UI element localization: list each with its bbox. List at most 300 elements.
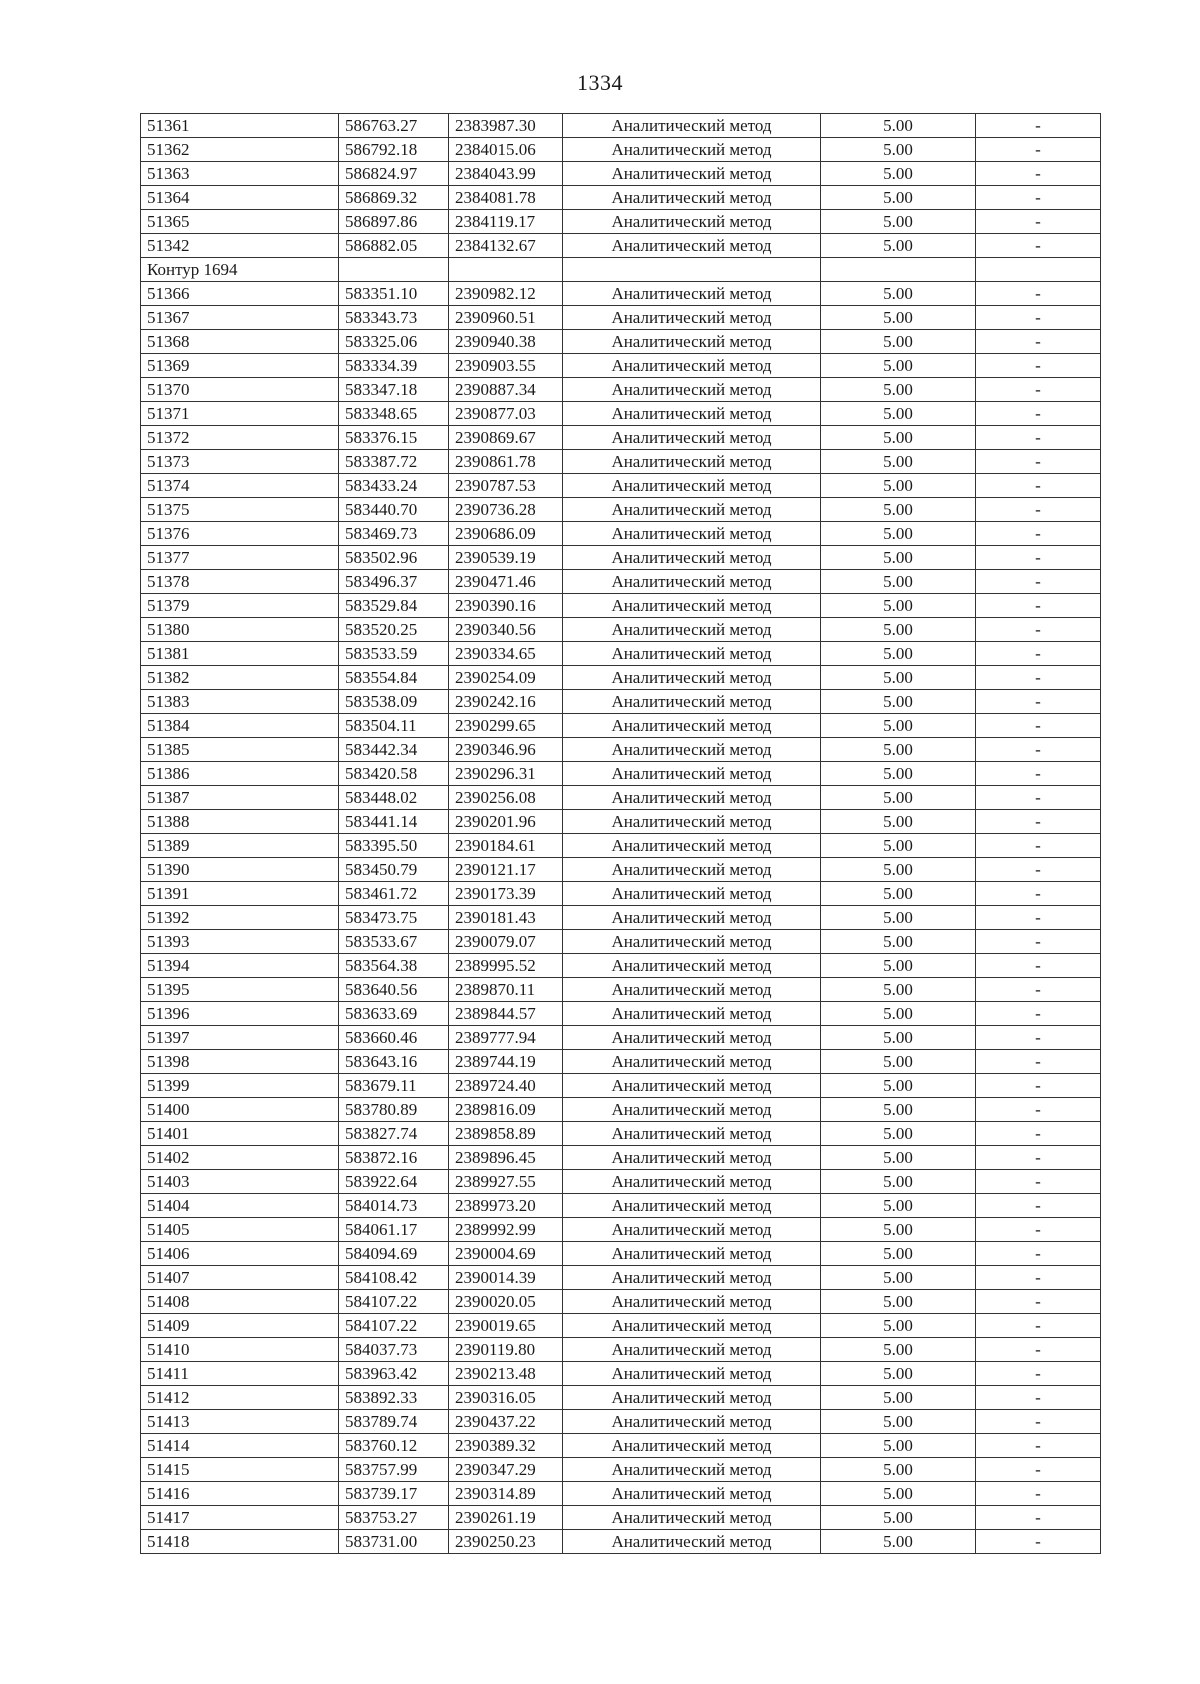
x-coordinate-cell: 583760.12 [339, 1434, 449, 1458]
method-cell: Аналитический метод [563, 714, 821, 738]
table-row [141, 1410, 1101, 1434]
table-row [141, 1074, 1101, 1098]
y-coordinate-cell: 2390787.53 [449, 474, 563, 498]
method-cell: Аналитический метод [563, 1506, 821, 1530]
x-coordinate-cell: 583395.50 [339, 834, 449, 858]
point-number-cell: 51363 [141, 162, 339, 186]
accuracy-cell: 5.00 [821, 690, 976, 714]
point-number-cell: 51382 [141, 666, 339, 690]
y-coordinate-cell: 2390201.96 [449, 810, 563, 834]
accuracy-cell: 5.00 [821, 474, 976, 498]
point-number-cell: 51367 [141, 306, 339, 330]
note-cell: - [976, 738, 1101, 762]
point-number-cell: 51362 [141, 138, 339, 162]
point-number-cell: 51408 [141, 1290, 339, 1314]
table-row [141, 1290, 1101, 1314]
y-coordinate-cell: 2390437.22 [449, 1410, 563, 1434]
method-cell: Аналитический метод [563, 354, 821, 378]
point-number-cell: 51383 [141, 690, 339, 714]
method-cell: Аналитический метод [563, 402, 821, 426]
section-label: Контур 1694 [141, 258, 339, 282]
accuracy-cell: 5.00 [821, 1530, 976, 1554]
y-coordinate-cell: 2390340.56 [449, 618, 563, 642]
table-row [141, 162, 1101, 186]
table-row [141, 138, 1101, 162]
accuracy-cell: 5.00 [821, 1482, 976, 1506]
table-row [141, 978, 1101, 1002]
table-row [141, 570, 1101, 594]
note-cell: - [976, 162, 1101, 186]
table-row [141, 690, 1101, 714]
method-cell: Аналитический метод [563, 1458, 821, 1482]
x-coordinate-cell: 583496.37 [339, 570, 449, 594]
table-row [141, 666, 1101, 690]
accuracy-cell: 5.00 [821, 162, 976, 186]
coordinates-table [140, 113, 1101, 1554]
y-coordinate-cell: 2390079.07 [449, 930, 563, 954]
method-cell: Аналитический метод [563, 642, 821, 666]
table-row [141, 954, 1101, 978]
point-number-cell: 51410 [141, 1338, 339, 1362]
y-coordinate-cell: 2390390.16 [449, 594, 563, 618]
method-cell: Аналитический метод [563, 570, 821, 594]
point-number-cell: 51398 [141, 1050, 339, 1074]
accuracy-cell: 5.00 [821, 762, 976, 786]
y-coordinate-cell: 2389724.40 [449, 1074, 563, 1098]
y-coordinate-cell: 2389870.11 [449, 978, 563, 1002]
accuracy-cell: 5.00 [821, 666, 976, 690]
method-cell: Аналитический метод [563, 1026, 821, 1050]
method-cell: Аналитический метод [563, 1074, 821, 1098]
accuracy-cell: 5.00 [821, 138, 976, 162]
accuracy-cell: 5.00 [821, 114, 976, 138]
point-number-cell: 51366 [141, 282, 339, 306]
y-coordinate-cell: 2390004.69 [449, 1242, 563, 1266]
table-row [141, 450, 1101, 474]
note-cell: - [976, 306, 1101, 330]
table-row [141, 1530, 1101, 1554]
x-coordinate-cell: 586897.86 [339, 210, 449, 234]
x-coordinate-cell: 583922.64 [339, 1170, 449, 1194]
method-cell: Аналитический метод [563, 810, 821, 834]
method-cell: Аналитический метод [563, 1290, 821, 1314]
method-cell: Аналитический метод [563, 1314, 821, 1338]
point-number-cell: 51415 [141, 1458, 339, 1482]
method-cell: Аналитический метод [563, 330, 821, 354]
point-number-cell: 51372 [141, 426, 339, 450]
table-row [141, 1386, 1101, 1410]
table-row [141, 234, 1101, 258]
method-cell: Аналитический метод [563, 1002, 821, 1026]
table-row [141, 1170, 1101, 1194]
accuracy-cell: 5.00 [821, 810, 976, 834]
x-coordinate-cell: 584094.69 [339, 1242, 449, 1266]
table-row [141, 882, 1101, 906]
note-cell: - [976, 594, 1101, 618]
table-row [141, 546, 1101, 570]
table-row [141, 402, 1101, 426]
y-coordinate-cell: 2390940.38 [449, 330, 563, 354]
note-cell: - [976, 474, 1101, 498]
method-cell: Аналитический метод [563, 1266, 821, 1290]
table-row [141, 498, 1101, 522]
x-coordinate-cell: 583448.02 [339, 786, 449, 810]
y-coordinate-cell: 2390736.28 [449, 498, 563, 522]
note-cell: - [976, 930, 1101, 954]
method-cell: Аналитический метод [563, 666, 821, 690]
accuracy-cell: 5.00 [821, 1338, 976, 1362]
table-row [141, 1002, 1101, 1026]
y-coordinate-cell: 2389973.20 [449, 1194, 563, 1218]
note-cell: - [976, 906, 1101, 930]
accuracy-cell: 5.00 [821, 546, 976, 570]
section-header-row [141, 258, 1101, 282]
accuracy-cell: 5.00 [821, 1170, 976, 1194]
x-coordinate-cell: 584107.22 [339, 1314, 449, 1338]
point-number-cell: 51370 [141, 378, 339, 402]
y-coordinate-cell: 2390903.55 [449, 354, 563, 378]
note-cell: - [976, 1074, 1101, 1098]
empty-cell [976, 258, 1101, 282]
note-cell: - [976, 1458, 1101, 1482]
method-cell: Аналитический метод [563, 426, 821, 450]
y-coordinate-cell: 2390121.17 [449, 858, 563, 882]
note-cell: - [976, 1026, 1101, 1050]
table-row [141, 1146, 1101, 1170]
accuracy-cell: 5.00 [821, 1146, 976, 1170]
method-cell: Аналитический метод [563, 1218, 821, 1242]
note-cell: - [976, 714, 1101, 738]
y-coordinate-cell: 2390250.23 [449, 1530, 563, 1554]
x-coordinate-cell: 583757.99 [339, 1458, 449, 1482]
table-row [141, 906, 1101, 930]
table-row [141, 1026, 1101, 1050]
x-coordinate-cell: 583872.16 [339, 1146, 449, 1170]
point-number-cell: 51389 [141, 834, 339, 858]
method-cell: Аналитический метод [563, 1434, 821, 1458]
note-cell: - [976, 354, 1101, 378]
x-coordinate-cell: 584014.73 [339, 1194, 449, 1218]
method-cell: Аналитический метод [563, 1122, 821, 1146]
x-coordinate-cell: 583351.10 [339, 282, 449, 306]
note-cell: - [976, 642, 1101, 666]
table-row [141, 834, 1101, 858]
method-cell: Аналитический метод [563, 954, 821, 978]
table-row [141, 1506, 1101, 1530]
note-cell: - [976, 1170, 1101, 1194]
note-cell: - [976, 234, 1101, 258]
table-row [141, 114, 1101, 138]
accuracy-cell: 5.00 [821, 234, 976, 258]
method-cell: Аналитический метод [563, 210, 821, 234]
point-number-cell: 51404 [141, 1194, 339, 1218]
point-number-cell: 51411 [141, 1362, 339, 1386]
note-cell: - [976, 882, 1101, 906]
point-number-cell: 51416 [141, 1482, 339, 1506]
y-coordinate-cell: 2389744.19 [449, 1050, 563, 1074]
point-number-cell: 51379 [141, 594, 339, 618]
accuracy-cell: 5.00 [821, 1266, 976, 1290]
accuracy-cell: 5.00 [821, 1242, 976, 1266]
note-cell: - [976, 282, 1101, 306]
table-row [141, 762, 1101, 786]
y-coordinate-cell: 2390347.29 [449, 1458, 563, 1482]
table-row [141, 618, 1101, 642]
accuracy-cell: 5.00 [821, 426, 976, 450]
method-cell: Аналитический метод [563, 1050, 821, 1074]
accuracy-cell: 5.00 [821, 570, 976, 594]
x-coordinate-cell: 583739.17 [339, 1482, 449, 1506]
method-cell: Аналитический метод [563, 1410, 821, 1434]
table-row [141, 858, 1101, 882]
y-coordinate-cell: 2390314.89 [449, 1482, 563, 1506]
accuracy-cell: 5.00 [821, 978, 976, 1002]
accuracy-cell: 5.00 [821, 1074, 976, 1098]
method-cell: Аналитический метод [563, 834, 821, 858]
note-cell: - [976, 666, 1101, 690]
method-cell: Аналитический метод [563, 282, 821, 306]
x-coordinate-cell: 583780.89 [339, 1098, 449, 1122]
method-cell: Аналитический метод [563, 858, 821, 882]
note-cell: - [976, 1362, 1101, 1386]
y-coordinate-cell: 2390184.61 [449, 834, 563, 858]
point-number-cell: 51412 [141, 1386, 339, 1410]
x-coordinate-cell: 583533.59 [339, 642, 449, 666]
note-cell: - [976, 1146, 1101, 1170]
accuracy-cell: 5.00 [821, 906, 976, 930]
method-cell: Аналитический метод [563, 1098, 821, 1122]
y-coordinate-cell: 2384081.78 [449, 186, 563, 210]
y-coordinate-cell: 2390242.16 [449, 690, 563, 714]
x-coordinate-cell: 584037.73 [339, 1338, 449, 1362]
point-number-cell: 51387 [141, 786, 339, 810]
method-cell: Аналитический метод [563, 186, 821, 210]
table-row [141, 210, 1101, 234]
note-cell: - [976, 1290, 1101, 1314]
accuracy-cell: 5.00 [821, 930, 976, 954]
accuracy-cell: 5.00 [821, 1506, 976, 1530]
method-cell: Аналитический метод [563, 738, 821, 762]
accuracy-cell: 5.00 [821, 210, 976, 234]
point-number-cell: 51399 [141, 1074, 339, 1098]
x-coordinate-cell: 583520.25 [339, 618, 449, 642]
y-coordinate-cell: 2389777.94 [449, 1026, 563, 1050]
table-row [141, 426, 1101, 450]
method-cell: Аналитический метод [563, 1242, 821, 1266]
note-cell: - [976, 1386, 1101, 1410]
method-cell: Аналитический метод [563, 930, 821, 954]
x-coordinate-cell: 583376.15 [339, 426, 449, 450]
x-coordinate-cell: 583440.70 [339, 498, 449, 522]
method-cell: Аналитический метод [563, 1530, 821, 1554]
accuracy-cell: 5.00 [821, 1050, 976, 1074]
accuracy-cell: 5.00 [821, 1122, 976, 1146]
x-coordinate-cell: 583660.46 [339, 1026, 449, 1050]
accuracy-cell: 5.00 [821, 1386, 976, 1410]
empty-cell [449, 258, 563, 282]
x-coordinate-cell: 583334.39 [339, 354, 449, 378]
y-coordinate-cell: 2390296.31 [449, 762, 563, 786]
y-coordinate-cell: 2390254.09 [449, 666, 563, 690]
note-cell: - [976, 546, 1101, 570]
note-cell: - [976, 114, 1101, 138]
y-coordinate-cell: 2389896.45 [449, 1146, 563, 1170]
accuracy-cell: 5.00 [821, 1290, 976, 1314]
point-number-cell: 51375 [141, 498, 339, 522]
point-number-cell: 51417 [141, 1506, 339, 1530]
point-number-cell: 51390 [141, 858, 339, 882]
table-row [141, 1194, 1101, 1218]
point-number-cell: 51380 [141, 618, 339, 642]
y-coordinate-cell: 2389858.89 [449, 1122, 563, 1146]
method-cell: Аналитический метод [563, 786, 821, 810]
table-row [141, 786, 1101, 810]
method-cell: Аналитический метод [563, 1386, 821, 1410]
table-row [141, 1242, 1101, 1266]
note-cell: - [976, 330, 1101, 354]
accuracy-cell: 5.00 [821, 522, 976, 546]
y-coordinate-cell: 2384132.67 [449, 234, 563, 258]
point-number-cell: 51364 [141, 186, 339, 210]
accuracy-cell: 5.00 [821, 1194, 976, 1218]
note-cell: - [976, 762, 1101, 786]
x-coordinate-cell: 583420.58 [339, 762, 449, 786]
method-cell: Аналитический метод [563, 138, 821, 162]
method-cell: Аналитический метод [563, 1482, 821, 1506]
y-coordinate-cell: 2389992.99 [449, 1218, 563, 1242]
y-coordinate-cell: 2390299.65 [449, 714, 563, 738]
x-coordinate-cell: 584108.42 [339, 1266, 449, 1290]
y-coordinate-cell: 2384015.06 [449, 138, 563, 162]
accuracy-cell: 5.00 [821, 378, 976, 402]
table-row [141, 354, 1101, 378]
y-coordinate-cell: 2390119.80 [449, 1338, 563, 1362]
x-coordinate-cell: 583538.09 [339, 690, 449, 714]
note-cell: - [976, 834, 1101, 858]
note-cell: - [976, 522, 1101, 546]
point-number-cell: 51403 [141, 1170, 339, 1194]
point-number-cell: 51381 [141, 642, 339, 666]
y-coordinate-cell: 2383987.30 [449, 114, 563, 138]
method-cell: Аналитический метод [563, 1170, 821, 1194]
accuracy-cell: 5.00 [821, 642, 976, 666]
point-number-cell: 51378 [141, 570, 339, 594]
note-cell: - [976, 1194, 1101, 1218]
y-coordinate-cell: 2384119.17 [449, 210, 563, 234]
y-coordinate-cell: 2390014.39 [449, 1266, 563, 1290]
x-coordinate-cell: 583827.74 [339, 1122, 449, 1146]
note-cell: - [976, 1122, 1101, 1146]
x-coordinate-cell: 583469.73 [339, 522, 449, 546]
accuracy-cell: 5.00 [821, 858, 976, 882]
x-coordinate-cell: 583473.75 [339, 906, 449, 930]
point-number-cell: 51395 [141, 978, 339, 1002]
note-cell: - [976, 570, 1101, 594]
table-row [141, 1338, 1101, 1362]
y-coordinate-cell: 2390539.19 [449, 546, 563, 570]
point-number-cell: 51391 [141, 882, 339, 906]
x-coordinate-cell: 583789.74 [339, 1410, 449, 1434]
y-coordinate-cell: 2390173.39 [449, 882, 563, 906]
note-cell: - [976, 138, 1101, 162]
accuracy-cell: 5.00 [821, 1458, 976, 1482]
accuracy-cell: 5.00 [821, 738, 976, 762]
note-cell: - [976, 1002, 1101, 1026]
x-coordinate-cell: 583633.69 [339, 1002, 449, 1026]
accuracy-cell: 5.00 [821, 1362, 976, 1386]
x-coordinate-cell: 586763.27 [339, 114, 449, 138]
x-coordinate-cell: 583892.33 [339, 1386, 449, 1410]
method-cell: Аналитический метод [563, 234, 821, 258]
table-row [141, 594, 1101, 618]
table-row [141, 1362, 1101, 1386]
x-coordinate-cell: 584107.22 [339, 1290, 449, 1314]
note-cell: - [976, 954, 1101, 978]
note-cell: - [976, 1242, 1101, 1266]
note-cell: - [976, 690, 1101, 714]
x-coordinate-cell: 586882.05 [339, 234, 449, 258]
table-row [141, 330, 1101, 354]
point-number-cell: 51392 [141, 906, 339, 930]
x-coordinate-cell: 583433.24 [339, 474, 449, 498]
note-cell: - [976, 786, 1101, 810]
point-number-cell: 51342 [141, 234, 339, 258]
accuracy-cell: 5.00 [821, 1410, 976, 1434]
y-coordinate-cell: 2390020.05 [449, 1290, 563, 1314]
accuracy-cell: 5.00 [821, 354, 976, 378]
y-coordinate-cell: 2389816.09 [449, 1098, 563, 1122]
table-row [141, 378, 1101, 402]
point-number-cell: 51401 [141, 1122, 339, 1146]
y-coordinate-cell: 2390960.51 [449, 306, 563, 330]
method-cell: Аналитический метод [563, 306, 821, 330]
note-cell: - [976, 378, 1101, 402]
note-cell: - [976, 1530, 1101, 1554]
method-cell: Аналитический метод [563, 906, 821, 930]
y-coordinate-cell: 2390471.46 [449, 570, 563, 594]
x-coordinate-cell: 583731.00 [339, 1530, 449, 1554]
note-cell: - [976, 810, 1101, 834]
x-coordinate-cell: 583640.56 [339, 978, 449, 1002]
note-cell: - [976, 1314, 1101, 1338]
accuracy-cell: 5.00 [821, 1026, 976, 1050]
y-coordinate-cell: 2390877.03 [449, 402, 563, 426]
x-coordinate-cell: 583387.72 [339, 450, 449, 474]
accuracy-cell: 5.00 [821, 498, 976, 522]
x-coordinate-cell: 583325.06 [339, 330, 449, 354]
x-coordinate-cell: 586824.97 [339, 162, 449, 186]
y-coordinate-cell: 2390887.34 [449, 378, 563, 402]
accuracy-cell: 5.00 [821, 450, 976, 474]
empty-cell [339, 258, 449, 282]
note-cell: - [976, 210, 1101, 234]
accuracy-cell: 5.00 [821, 186, 976, 210]
note-cell: - [976, 1218, 1101, 1242]
point-number-cell: 51418 [141, 1530, 339, 1554]
x-coordinate-cell: 583348.65 [339, 402, 449, 426]
x-coordinate-cell: 583554.84 [339, 666, 449, 690]
accuracy-cell: 5.00 [821, 306, 976, 330]
accuracy-cell: 5.00 [821, 714, 976, 738]
y-coordinate-cell: 2390982.12 [449, 282, 563, 306]
table-row [141, 1266, 1101, 1290]
x-coordinate-cell: 583529.84 [339, 594, 449, 618]
point-number-cell: 51393 [141, 930, 339, 954]
y-coordinate-cell: 2384043.99 [449, 162, 563, 186]
y-coordinate-cell: 2390346.96 [449, 738, 563, 762]
y-coordinate-cell: 2390389.32 [449, 1434, 563, 1458]
y-coordinate-cell: 2390213.48 [449, 1362, 563, 1386]
